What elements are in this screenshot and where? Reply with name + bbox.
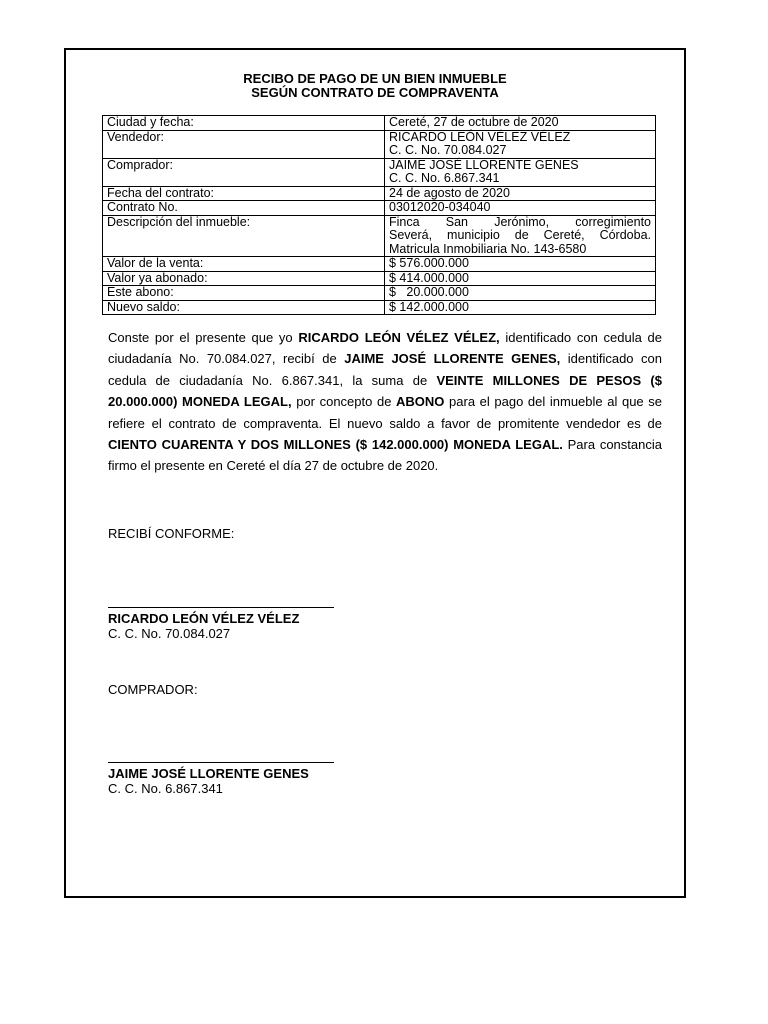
descripcion-line: Severá, municipio de Cereté, Córdoba.	[389, 228, 651, 242]
document-subtitle: SEGÚN CONTRATO DE COMPRAVENTA	[251, 85, 499, 100]
buyer-signature-name: JAIME JOSÉ LLORENTE GENES	[108, 766, 309, 781]
statement-text: Para constancia firmo el presente en Cereté el día 27 de octubre de 2020.	[108, 437, 662, 474]
ciudad-label: Ciudad y fecha:	[103, 116, 385, 131]
table-row	[103, 130, 656, 158]
buyer-signature-cc: C. C. No. 6.867.341	[108, 781, 223, 796]
valor-venta-value: $ 576.000.000	[385, 257, 656, 272]
ciudad-value: Cereté, 27 de octubre de 2020	[385, 116, 656, 131]
statement-text: Conste por el presente que yo	[108, 330, 299, 345]
vendedor-label: Vendedor:	[103, 130, 385, 158]
este-abono-label: Este abono:	[103, 286, 385, 301]
recibi-conforme-label: RECIBÍ CONFORME:	[108, 526, 235, 541]
statement-balance: CIENTO CUARENTA Y DOS MILLONES ($ 142.000.000) MONEDA LEGAL.	[108, 437, 563, 453]
descripcion-label: Descripción del inmueble:	[103, 215, 385, 257]
seller-signature-line	[108, 607, 334, 608]
fecha-contrato-value: 24 de agosto de 2020	[385, 186, 656, 201]
vendedor-cc: C. C. No. 70.084.027	[389, 143, 507, 157]
table-row	[103, 158, 656, 186]
receipt-details-table	[102, 115, 656, 315]
seller-signature-name: RICARDO LEÓN VÉLEZ VÉLEZ	[108, 611, 300, 626]
valor-abonado-value: $ 414.000.000	[385, 271, 656, 286]
table-row	[103, 257, 656, 272]
fecha-contrato-label: Fecha del contrato:	[103, 186, 385, 201]
este-abono-value: $ 20.000.000	[385, 286, 656, 301]
valor-abonado-label: Valor ya abonado:	[103, 271, 385, 286]
statement-text: por concepto de	[291, 394, 397, 410]
nuevo-saldo-label: Nuevo saldo:	[103, 300, 385, 315]
buyer-signature-line	[108, 762, 334, 763]
receipt-document	[64, 48, 686, 898]
descripcion-line: Finca San Jerónimo, corregimiento	[389, 214, 651, 229]
contrato-label: Contrato No.	[103, 201, 385, 216]
statement-concept: ABONO	[396, 394, 445, 410]
statement-amount: VEINTE MILLONES DE PESOS ($ 20.000.000) MONEDA LEGAL,	[108, 372, 662, 410]
statement-text: identificado con cedula de ciudadanía No. 70.084.027, recibí de	[108, 330, 662, 367]
statement-buyer-name: JAIME JOSÉ LLORENTE GENES,	[344, 351, 561, 367]
comprador-cc: C. C. No. 6.867.341	[389, 171, 500, 185]
table-row	[103, 186, 656, 201]
comprador-heading: COMPRADOR:	[108, 682, 198, 697]
table-row	[103, 271, 656, 286]
receipt-statement	[108, 327, 662, 477]
statement-text: para el pago del inmueble al que se refiere el contrato de compraventa. El nuevo saldo a favor de promitente vendedor es de	[108, 394, 662, 431]
table-row	[103, 116, 656, 131]
comprador-name: JAIME JOSÉ LLORENTE GENES	[389, 157, 579, 172]
table-row	[103, 201, 656, 216]
table-row	[103, 215, 656, 257]
comprador-value	[385, 158, 656, 186]
seller-signature-cc: C. C. No. 70.084.027	[108, 626, 231, 641]
descripcion-value	[385, 215, 656, 257]
table-row	[103, 300, 656, 315]
vendedor-value	[385, 130, 656, 158]
contrato-value: 03012020-034040	[385, 201, 656, 216]
statement-seller-name: RICARDO LEÓN VÉLEZ VÉLEZ,	[298, 330, 500, 345]
table-row	[103, 286, 656, 301]
nuevo-saldo-value: $ 142.000.000	[385, 300, 656, 315]
document-title: RECIBO DE PAGO DE UN BIEN INMUEBLE	[243, 71, 507, 86]
descripcion-line: Matricula Inmobiliaria No. 143-6580	[389, 241, 587, 256]
valor-venta-label: Valor de la venta:	[103, 257, 385, 272]
vendedor-name: RICARDO LEÓN VÉLEZ VÉLEZ	[389, 129, 571, 144]
comprador-label: Comprador:	[103, 158, 385, 186]
statement-text: identificado con cedula de ciudadanía No. 6.867.341, la suma de	[108, 351, 662, 388]
